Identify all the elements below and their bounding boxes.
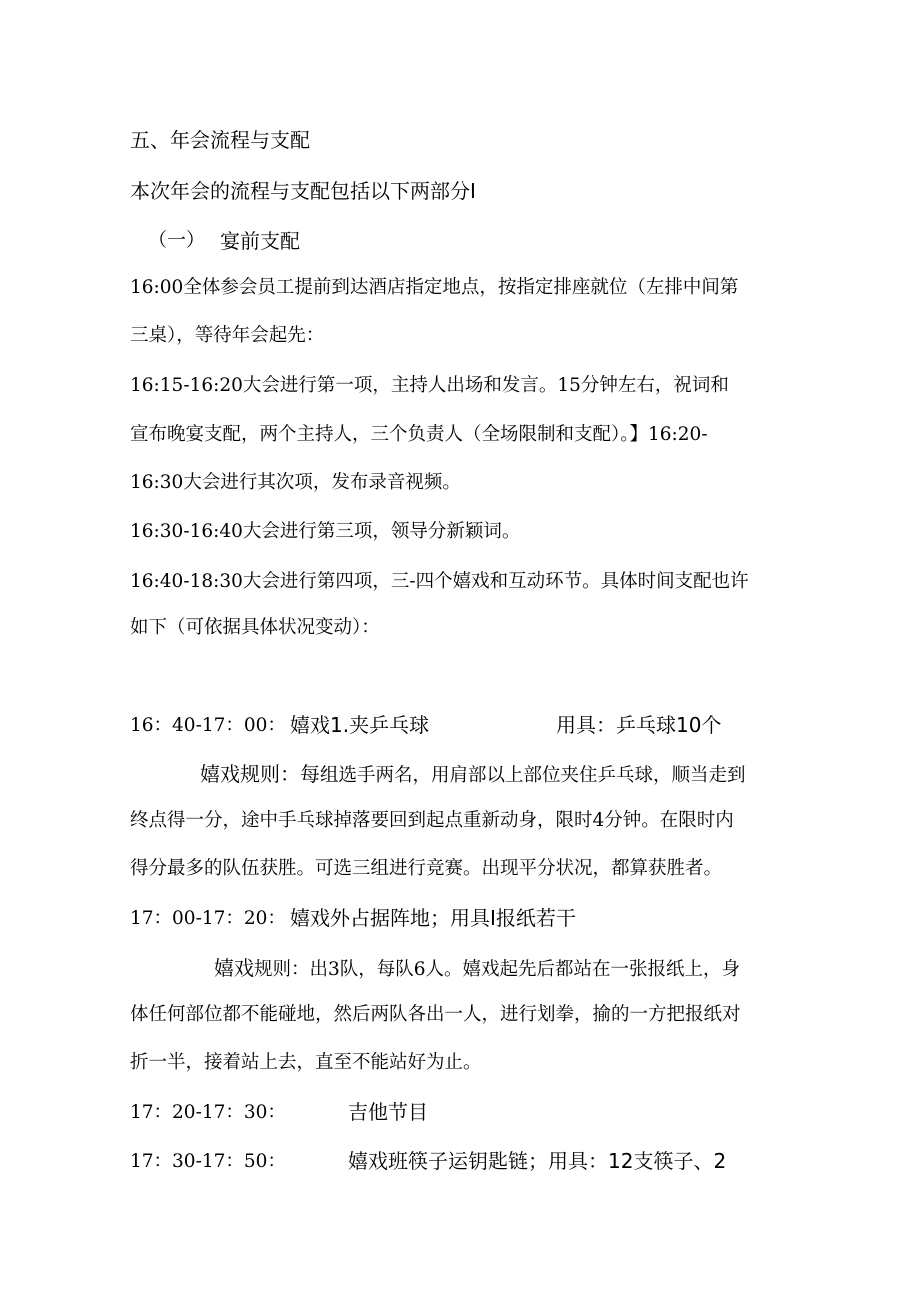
game-rule-line (200, 764, 746, 786)
game-rule-line: 终点得一分，途中手乓球掉落要回到起点重新动身，限时4分钟。在限时内 (130, 810, 734, 831)
subsection-number: （一） (148, 229, 206, 251)
game-rule-text: 规则：出3队，每队6人。嬉戏起先后都站在一张报纸上，身 (254, 959, 741, 980)
schedule-line: 16:30-16:40大会进行第三项，领导分新颖词。 (130, 521, 521, 542)
schedule-line: 三桌），等待年会起先： (130, 325, 325, 346)
game-time: 17：00-17：20： (130, 908, 286, 929)
schedule-line: 16:30大会进行其次项，发布录音视频。 (130, 472, 461, 493)
schedule-line: 16:15-16:20大会进行第一项，主持人出场和发言。15分钟左右，祝词和 (130, 375, 729, 396)
game-rule-line: 体任何部位都不能碰地，然后两队各出一人，进行划拳，揄的一方把报纸对 (130, 1004, 741, 1025)
intro-line: 本次年会的流程与支配包括以下两部分I (130, 179, 476, 203)
game-rule-label: 嬉戏规则：每 (200, 762, 320, 786)
game-title: 嬉戏外占据阵地；用具I报纸若干 (290, 906, 576, 930)
game-rule-text: 组选手两名，用肩部以上部位夹住乒乓球，顺当走到 (320, 765, 746, 786)
game-time: 17：30-17：50： (130, 1151, 286, 1172)
game-props: 用具：乒乓球10个 (556, 713, 722, 737)
game-rule-line: 折一半，接着站上去，直至不能站好为止。 (130, 1052, 482, 1073)
schedule-line: 16:40-18:30大会进行第四项，三-四个嬉戏和互动环节。具体时间支配也许 (130, 571, 749, 592)
subsection-title: 宴前支配 (220, 229, 300, 253)
game-rule-label: 嬉戏 (214, 956, 254, 980)
schedule-line: 如下（可依据具体状况变动）： (130, 617, 380, 638)
schedule-line: 16:00全体参会员工提前到达酒店指定地点，按指定排座就位（左排中间第 (130, 277, 739, 298)
game-rule-line (214, 958, 740, 980)
section-title: 五、年会流程与支配 (130, 128, 310, 152)
game-title: 嬉戏1.夹乒乓球 (290, 713, 430, 737)
game-title: 吉他节目 (348, 1100, 428, 1124)
game-time: 17：20-17：30： (130, 1102, 286, 1123)
game-time: 16：40-17：00： (130, 715, 286, 736)
game-title: 嬉戏班筷子运钥匙链；用具：12支筷子、2 (348, 1149, 727, 1173)
schedule-line: 宣布晚宴支配，两个主持人，三个负责人（全场限制和支配）。】16:20- (130, 424, 708, 445)
game-rule-line: 得分最多的队伍获胜。可选三组进行竞赛。出现平分状况，都算获胜者。 (130, 858, 723, 879)
